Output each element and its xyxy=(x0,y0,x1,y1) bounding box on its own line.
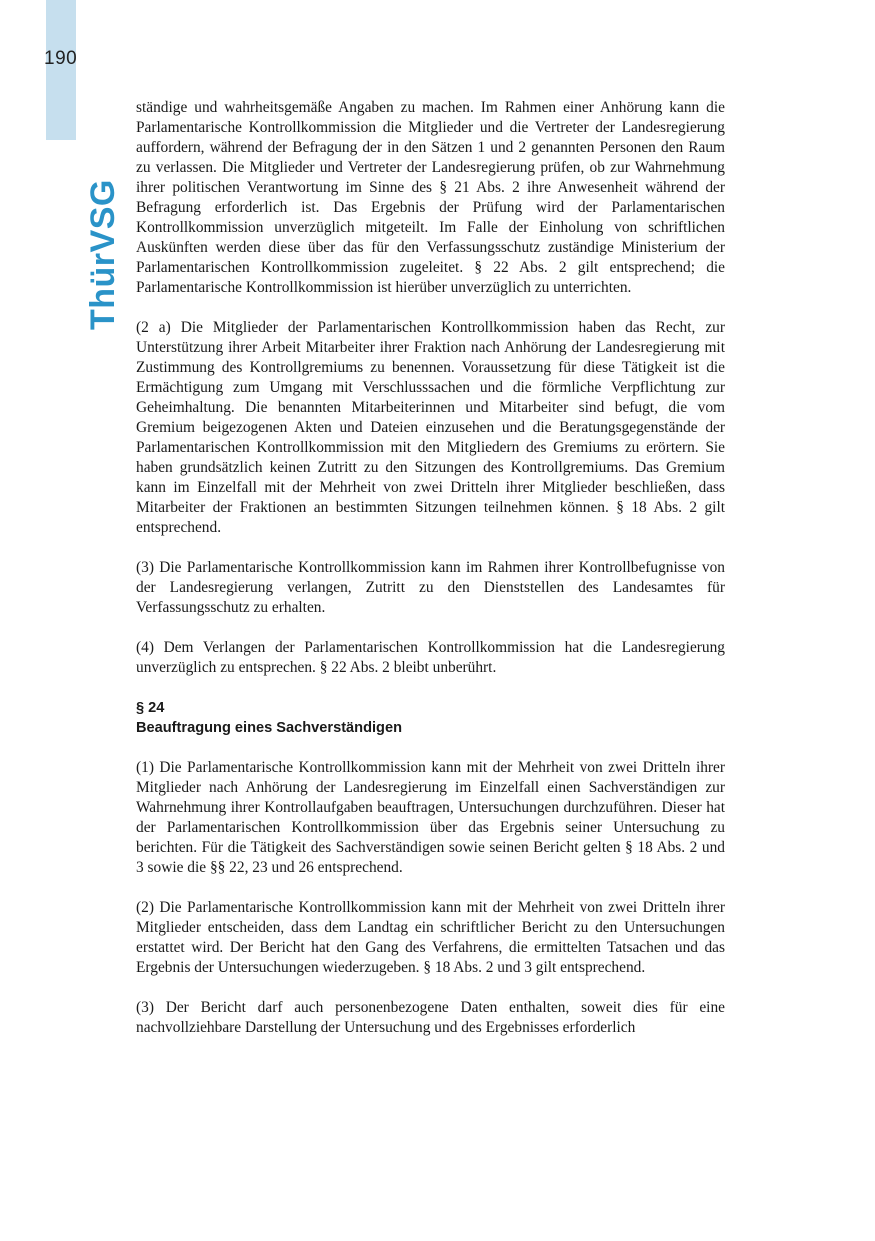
paragraph: (2 a) Die Mitglieder der Parlamentarischen Kontrollkommission haben das Recht, zur Unterstützung ihrer Arbeit Mitarbeiter ihrer Fraktion nach Anhörung der Landesregierung mit Zustimmung des Kontrollgremiums zu benennen. Voraussetzung für diese Tätigkeit ist die Ermächtigung zum Umgang mit Verschlusssachen und die förmliche Verpflichtung zur Geheimhaltung. Die benannten Mitarbeiterinnen und Mitarbeiter sind befugt, die vom Gremium beigezogenen Akten und Dateien einzusehen und die Beratungsgegenstände der Parlamentarischen Kontrollkommission mit den Mitgliedern des Gremiums zu erörtern. Sie haben grundsätzlich keinen Zutritt zu den Sitzungen des Kontrollgremiums. Das Gremium kann im Einzelfall mit der Mehrheit von zwei Dritteln ihrer Mitglieder beschließen, dass Mitarbeiter der Fraktionen an bestimmten Sitzungen teilnehmen können. § 18 Abs. 2 gilt entsprechend. xyxy=(136,319,725,536)
paragraph: (1) Die Parlamentarische Kontrollkommission kann mit der Mehrheit von zwei Dritteln ihrer Mitglieder nach Anhörung der Landesregierung im Einzelfall einen Sachverständigen zur Wahrnehmung ihrer Kontrollaufgaben beauftragen, Untersuchungen durchzuführen. Dieser hat der Parlamentarischen Kontrollkommission über das Ergebnis seiner Untersuchung zu berichten. Für die Tätigkeit des Sachverständigen sowie seinen Bericht gelten § 18 Abs. 2 und 3 sowie die §§ 22, 23 und 26 entsprechend. xyxy=(136,759,725,876)
paragraph: (3) Die Parlamentarische Kontrollkommission kann im Rahmen ihrer Kontrollbefugnisse von der Landesregierung verlangen, Zutritt zu den Dienststellen des Landesamtes für Verfassungsschutz zu erhalten. xyxy=(136,559,725,616)
page-body xyxy=(136,98,725,1038)
paragraph: (2) Die Parlamentarische Kontrollkommission kann mit der Mehrheit von zwei Dritteln ihrer Mitglieder entscheiden, dass dem Landtag ein schriftlicher Bericht zu den Untersuchungen erstattet wird. Der Bericht hat den Gang des Verfahrens, die ermittelten Tatsachen und das Ergebnis der Untersuchungen wiederzugeben. § 18 Abs. 2 und 3 gilt entsprechend. xyxy=(136,899,725,976)
side-running-title: ThürVSG xyxy=(84,179,122,330)
paragraph: (3) Der Bericht darf auch personenbezogene Daten enthalten, soweit dies für eine nachvollziehbare Darstellung der Untersuchung und des Ergebnisses erforderlich xyxy=(136,999,725,1036)
paragraph: ständige und wahrheitsgemäße Angaben zu machen. Im Rahmen einer Anhörung kann die Parlamentarische Kontrollkommission die Mitglieder und die Vertreter der Landesregierung auffordern, während der Befragung der in den Sätzen 1 und 2 genannten Personen den Raum zu verlassen. Die Mitglieder und Vertreter der Landesregierung prüfen, ob zur Wahrnehmung ihrer politischen Verantwortung im Sinne des § 21 Abs. 2 ihre Anwesenheit während der Befragung erforderlich ist. Das Ergebnis der Prüfung wird der Parlamentarischen Kontrollkommission unverzüglich mitgeteilt. Im Falle der Einholung von schriftlichen Auskünften werden diese über das für den Verfassungsschutz zuständige Ministerium der Parlamentarischen Kontrollkommission zugeleitet. § 22 Abs. 2 gilt entsprechend; die Parlamentarische Kontrollkommission ist hierüber unverzüglich zu unterrichten. xyxy=(136,99,725,296)
side-color-band xyxy=(46,0,76,140)
paragraph: (4) Dem Verlangen der Parlamentarischen Kontrollkommission hat die Landesregierung unverzüglich zu entsprechen. § 22 Abs. 2 bleibt unberührt. xyxy=(136,639,725,676)
section-number: § 24 xyxy=(136,700,165,716)
page-number: 190 xyxy=(44,48,78,69)
section-title: Beauftragung eines Sachverständigen xyxy=(136,720,403,736)
